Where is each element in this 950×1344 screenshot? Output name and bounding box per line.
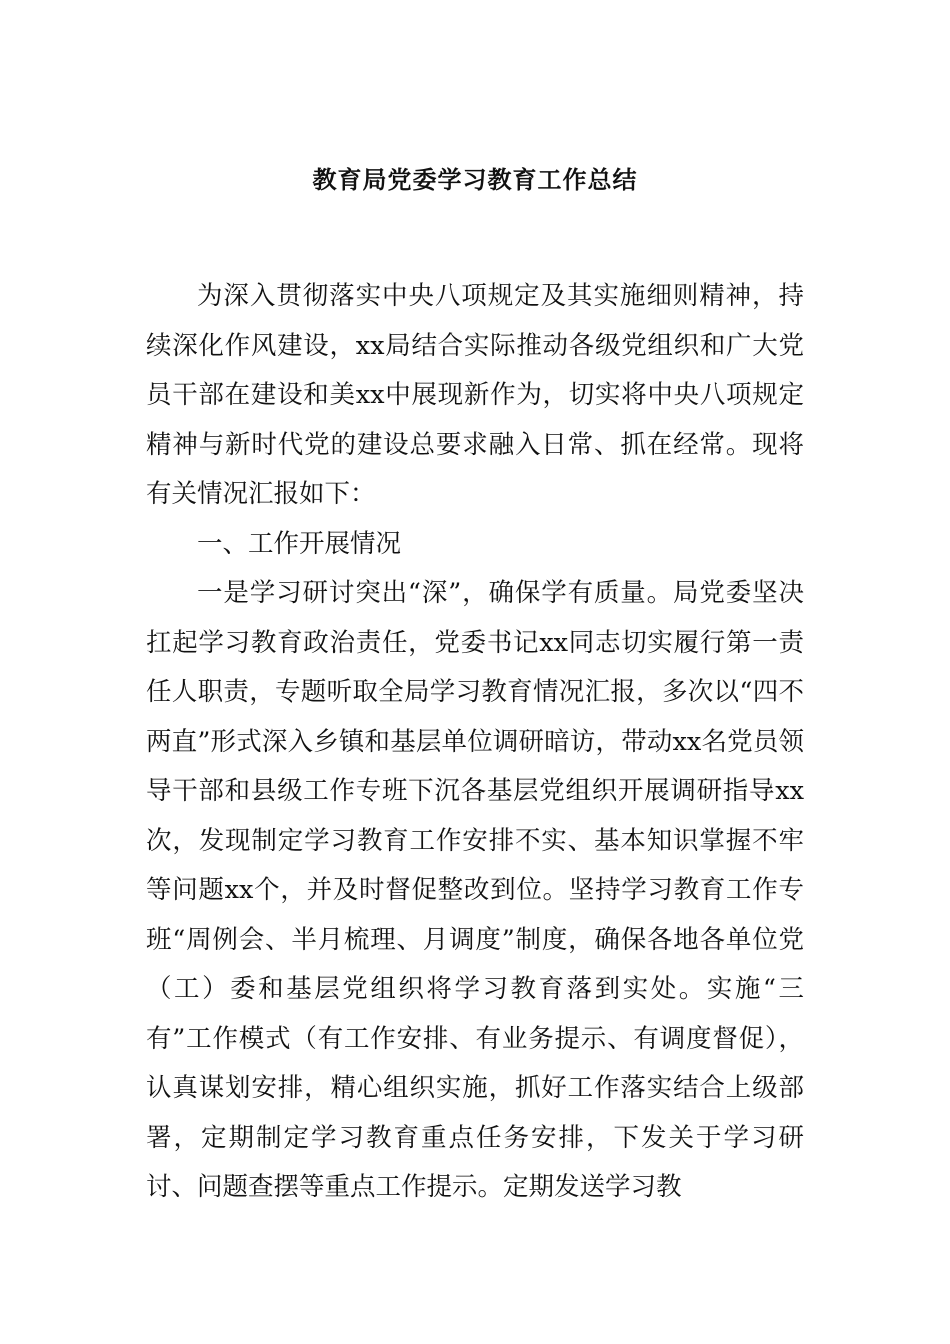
document-body	[146, 272, 804, 1213]
body-paragraph: 一是学习研讨突出“深”，确保学有质量。局党委坚决扛起学习教育政治责任，党委书记xx同志切实履行第一责任人职责，专题听取全局学习教育情况汇报，多次以“四不两直”形式深入乡镇和基层单位调研暗访，带动xx名党员领导干部和县级工作专班下沉各基层党组织开展调研指导xx次，发现制定学习教育工作安排不实、基本知识掌握不牢等问题xx个，并及时督促整改到位。坚持学习教育工作专班“周例会、半月梳理、月调度”制度，确保各地各单位党（工）委和基层党组织将学习教育落到实处。实施“三有”工作模式（有工作安排、有业务提示、有调度督促），认真谋划安排，精心组织实施，抓好工作落实结合上级部署，定期制定学习教育重点任务安排，下发关于学习研讨、问题查摆等重点工作提示。定期发送学习教	[146, 578, 804, 1202]
document-title: 教育局党委学习教育工作总结	[312, 165, 638, 194]
intro-paragraph: 为深入贯彻落实中央八项规定及其实施细则精神，持续深化作风建设，xx局结合实际推动各级党组织和广大党员干部在建设和美xx中展现新作为，切实将中央八项规定精神与新时代党的建设总要求融入日常、抓在经常。现将有关情况汇报如下：	[146, 281, 804, 509]
section-heading: 一、工作开展情况	[197, 528, 402, 559]
